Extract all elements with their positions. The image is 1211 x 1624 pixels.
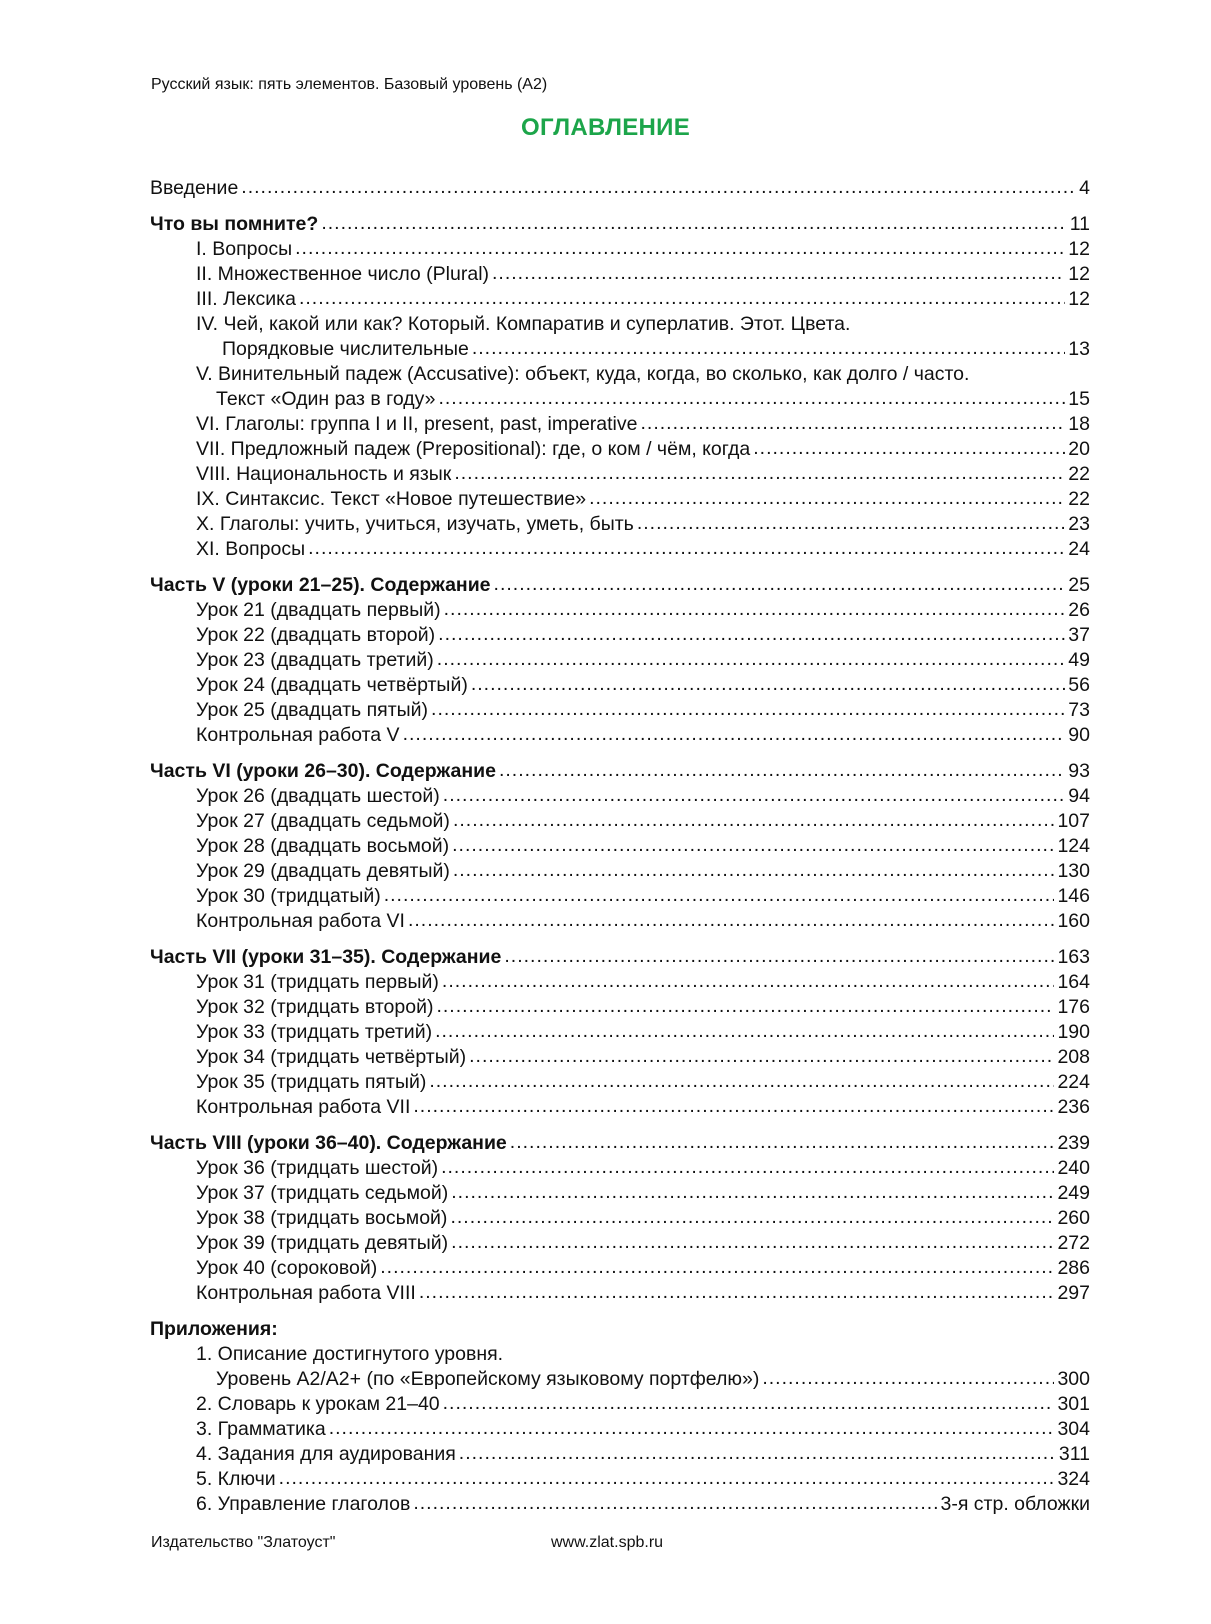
toc-entry-title: Урок 34 (тридцать четвёртый) xyxy=(196,1046,467,1068)
dot-leader xyxy=(499,758,1065,783)
dot-leader xyxy=(453,858,1055,883)
toc-entry-page: 4 xyxy=(1079,177,1090,199)
toc-entry xyxy=(150,262,1090,287)
toc-entry-title: Урок 29 (двадцать девятый) xyxy=(196,860,450,882)
toc-entry-page: 90 xyxy=(1068,724,1090,746)
toc-entry-title: Урок 26 (двадцать шестой) xyxy=(196,785,440,807)
dot-leader xyxy=(413,1094,1054,1119)
toc-entry-title: Часть VIII (уроки 36–40). Содержание xyxy=(150,1132,507,1154)
toc-entry-page: 24 xyxy=(1068,538,1090,560)
dot-leader xyxy=(380,1255,1054,1280)
toc-entry xyxy=(150,598,1090,623)
toc-entry-page: 37 xyxy=(1068,624,1090,646)
dot-leader xyxy=(472,336,1065,361)
toc-entry-page: 324 xyxy=(1057,1468,1090,1490)
toc-entry-title: Урок 39 (тридцать девятый) xyxy=(196,1232,449,1254)
toc-entry xyxy=(150,884,1090,909)
dot-leader xyxy=(762,1366,1054,1391)
toc-entry xyxy=(150,312,1090,337)
toc-entry-page: 239 xyxy=(1057,1132,1090,1154)
toc-entry-page: 20 xyxy=(1068,438,1090,460)
toc-entry-page: 49 xyxy=(1068,649,1090,671)
toc-entry xyxy=(150,1256,1090,1281)
toc-entry xyxy=(150,287,1090,312)
toc-entry-title: 1. Описание достигнутого уровня. xyxy=(196,1343,504,1365)
toc-entry-page: 236 xyxy=(1057,1096,1090,1118)
toc-entry xyxy=(150,834,1090,859)
toc-entry-page: 12 xyxy=(1068,238,1090,260)
toc-entry xyxy=(150,648,1090,673)
toc-entry-page: 301 xyxy=(1057,1393,1090,1415)
dot-leader xyxy=(454,461,1065,486)
toc-entry-title: Урок 21 (двадцать первый) xyxy=(196,599,441,621)
toc-entry-page: 297 xyxy=(1057,1282,1090,1304)
toc-entry-title: 2. Словарь к урокам 21–40 xyxy=(196,1393,440,1415)
toc-entry xyxy=(150,1392,1090,1417)
toc-entry-page: 12 xyxy=(1068,288,1090,310)
toc-entry-page: 15 xyxy=(1068,388,1090,410)
toc-entry-page: 18 xyxy=(1068,413,1090,435)
table-of-contents xyxy=(150,176,1090,1517)
toc-entry xyxy=(150,176,1090,201)
toc-entry-page: 272 xyxy=(1057,1232,1090,1254)
toc-entry-title: III. Лексика xyxy=(196,288,296,310)
toc-entry-title: I. Вопросы xyxy=(196,238,293,260)
dot-leader xyxy=(443,1391,1055,1416)
toc-entry-title: Приложения: xyxy=(150,1318,278,1340)
toc-entry-page: 3-я стр. обложки xyxy=(940,1493,1090,1515)
dot-leader xyxy=(494,572,1066,597)
toc-entry-page: 190 xyxy=(1057,1021,1090,1043)
toc-entry-page: 164 xyxy=(1057,971,1090,993)
toc-entry xyxy=(150,623,1090,648)
toc-entry-title: Урок 35 (тридцать пятый) xyxy=(196,1071,427,1093)
dot-leader xyxy=(295,236,1065,261)
toc-entry-title: Порядковые числительные xyxy=(222,338,469,360)
dot-leader xyxy=(589,486,1065,511)
dot-leader xyxy=(438,622,1065,647)
toc-entry xyxy=(150,212,1090,237)
toc-entry-title: 3. Грамматика xyxy=(196,1418,326,1440)
page-title: ОГЛАВЛЕНИЕ xyxy=(520,114,691,141)
toc-entry xyxy=(150,1045,1090,1070)
dot-leader xyxy=(451,1230,1054,1255)
toc-entry xyxy=(150,970,1090,995)
toc-entry-title: Урок 27 (двадцать седьмой) xyxy=(196,810,450,832)
dot-leader xyxy=(429,1069,1054,1094)
toc-entry-title: XI. Вопросы xyxy=(196,538,306,560)
dot-leader xyxy=(413,1491,937,1516)
toc-entry xyxy=(150,809,1090,834)
toc-entry-title: VIII. Национальность и язык xyxy=(196,463,452,485)
toc-entry-page: 130 xyxy=(1057,860,1090,882)
dot-leader xyxy=(441,1155,1054,1180)
dot-leader xyxy=(459,1441,1056,1466)
toc-entry-page: 23 xyxy=(1068,513,1090,535)
toc-entry-title: Часть VI (уроки 26–30). Содержание xyxy=(150,760,496,782)
toc-entry-title: Часть VII (уроки 31–35). Содержание xyxy=(150,946,502,968)
dot-leader xyxy=(408,908,1054,933)
dot-leader xyxy=(403,722,1066,747)
dot-leader xyxy=(510,1130,1055,1155)
dot-leader xyxy=(431,697,1065,722)
toc-entry-title: 5. Ключи xyxy=(196,1468,276,1490)
toc-entry xyxy=(150,362,1090,387)
toc-entry-page: 13 xyxy=(1068,338,1090,360)
toc-entry-page: 146 xyxy=(1057,885,1090,907)
toc-entry-title: Урок 30 (тридцатый) xyxy=(196,885,381,907)
toc-entry-title: Урок 31 (тридцать первый) xyxy=(196,971,439,993)
toc-entry-page: 304 xyxy=(1057,1418,1090,1440)
dot-leader xyxy=(444,597,1066,622)
toc-entry-page: 249 xyxy=(1057,1182,1090,1204)
toc-entry-title: Урок 38 (тридцать восьмой) xyxy=(196,1207,448,1229)
toc-entry xyxy=(150,337,1090,362)
toc-entry xyxy=(150,1095,1090,1120)
dot-leader xyxy=(753,436,1065,461)
toc-entry xyxy=(150,859,1090,884)
toc-entry-title: Контрольная работа VI xyxy=(196,910,405,932)
toc-entry xyxy=(150,512,1090,537)
toc-entry xyxy=(150,759,1090,784)
toc-entry-title: Урок 22 (двадцать второй) xyxy=(196,624,436,646)
toc-entry-title: VII. Предложный падеж (Prepositional): где, о ком / чём, когда xyxy=(196,438,751,460)
toc-entry xyxy=(150,1181,1090,1206)
toc-entry-page: 12 xyxy=(1068,263,1090,285)
dot-leader xyxy=(469,1044,1054,1069)
toc-entry-title: 4. Задания для аудирования xyxy=(196,1443,456,1465)
dot-leader xyxy=(308,536,1065,561)
toc-entry xyxy=(150,412,1090,437)
toc-entry xyxy=(150,1417,1090,1442)
toc-entry xyxy=(150,1367,1090,1392)
toc-entry-title: Текст «Один раз в году» xyxy=(216,388,436,410)
toc-entry xyxy=(150,462,1090,487)
toc-entry xyxy=(150,387,1090,412)
dot-leader xyxy=(442,969,1055,994)
dot-leader xyxy=(384,883,1055,908)
toc-entry xyxy=(150,1131,1090,1156)
dot-leader xyxy=(471,672,1065,697)
toc-entry-page: 94 xyxy=(1068,785,1090,807)
toc-entry-title: X. Глаголы: учить, учиться, изучать, уметь, быть xyxy=(196,513,634,535)
toc-entry-page: 25 xyxy=(1068,574,1090,596)
dot-leader xyxy=(436,994,1054,1019)
toc-entry-title: Что вы помните? xyxy=(150,213,319,235)
dot-leader xyxy=(450,1205,1054,1230)
toc-entry-page: 11 xyxy=(1069,213,1090,235)
toc-entry-page: 176 xyxy=(1057,996,1090,1018)
toc-entry-title: Урок 40 (сороковой) xyxy=(196,1257,378,1279)
footer-publisher: Издательство "Златоуст" xyxy=(151,1534,336,1551)
toc-entry xyxy=(150,909,1090,934)
toc-entry xyxy=(150,1156,1090,1181)
toc-entry-page: 208 xyxy=(1057,1046,1090,1068)
dot-leader xyxy=(329,1416,1055,1441)
dot-leader xyxy=(640,411,1065,436)
toc-entry xyxy=(150,1231,1090,1256)
footer-url: www.zlat.spb.ru xyxy=(551,1534,664,1551)
toc-entry-title: Урок 23 (двадцать третий) xyxy=(196,649,434,671)
toc-entry-page: 311 xyxy=(1058,1443,1090,1465)
toc-entry-page: 240 xyxy=(1057,1157,1090,1179)
toc-entry xyxy=(150,945,1090,970)
toc-entry-title: Урок 36 (тридцать шестой) xyxy=(196,1157,439,1179)
toc-entry xyxy=(150,537,1090,562)
dot-leader xyxy=(438,386,1065,411)
toc-entry xyxy=(150,1492,1090,1517)
toc-entry-page: 260 xyxy=(1057,1207,1090,1229)
toc-entry-title: II. Множественное число (Plural) xyxy=(196,263,490,285)
toc-entry xyxy=(150,995,1090,1020)
toc-entry xyxy=(150,1342,1090,1367)
dot-leader xyxy=(451,1180,1054,1205)
toc-entry-title: Урок 25 (двадцать пятый) xyxy=(196,699,429,721)
dot-leader xyxy=(452,833,1054,858)
toc-entry xyxy=(150,1281,1090,1306)
dot-leader xyxy=(492,261,1065,286)
toc-entry xyxy=(150,1206,1090,1231)
dot-leader xyxy=(419,1280,1055,1305)
toc-entry-title: Урок 32 (тридцать второй) xyxy=(196,996,434,1018)
toc-entry-title: Контрольная работа VII xyxy=(196,1096,411,1118)
toc-entry-page: 160 xyxy=(1057,910,1090,932)
toc-entry-title: Контрольная работа VIII xyxy=(196,1282,416,1304)
dot-leader xyxy=(435,1019,1054,1044)
toc-entry-page: 26 xyxy=(1068,599,1090,621)
toc-entry xyxy=(150,698,1090,723)
toc-entry-title: Урок 37 (тридцать седьмой) xyxy=(196,1182,449,1204)
toc-entry-title: VI. Глаголы: группа I и II, present, past, imperative xyxy=(196,413,638,435)
toc-entry xyxy=(150,1070,1090,1095)
toc-entry xyxy=(150,1020,1090,1045)
toc-entry-page: 286 xyxy=(1057,1257,1090,1279)
toc-entry-title: Введение xyxy=(150,177,239,199)
toc-entry xyxy=(150,723,1090,748)
dot-leader xyxy=(504,944,1054,969)
toc-entry-page: 224 xyxy=(1057,1071,1090,1093)
toc-entry xyxy=(150,437,1090,462)
toc-entry xyxy=(150,784,1090,809)
running-header: Русский язык: пять элементов. Базовый уровень (А2) xyxy=(151,76,548,93)
dot-leader xyxy=(443,783,1066,808)
toc-entry-page: 163 xyxy=(1057,946,1090,968)
toc-entry-title: Контрольная работа V xyxy=(196,724,400,746)
toc-entry xyxy=(150,1467,1090,1492)
toc-entry xyxy=(150,1442,1090,1467)
toc-entry-title: Урок 24 (двадцать четвёртый) xyxy=(196,674,468,696)
toc-entry xyxy=(150,1317,1090,1342)
toc-entry-page: 107 xyxy=(1057,810,1090,832)
dot-leader xyxy=(321,211,1066,236)
dot-leader xyxy=(299,286,1065,311)
toc-entry-page: 300 xyxy=(1057,1368,1090,1390)
toc-entry-page: 124 xyxy=(1057,835,1090,857)
toc-entry-title: V. Винительный падеж (Accusative): объект, куда, когда, во сколько, как долго / часто. xyxy=(196,363,970,385)
dot-leader xyxy=(453,808,1055,833)
dot-leader xyxy=(279,1466,1055,1491)
toc-entry-title: IV. Чей, какой или как? Который. Компаратив и суперлатив. Этот. Цвета. xyxy=(196,313,851,335)
toc-entry-page: 56 xyxy=(1068,674,1090,696)
toc-entry-page: 73 xyxy=(1068,699,1090,721)
toc-entry-page: 22 xyxy=(1068,488,1090,510)
dot-leader xyxy=(241,175,1076,200)
toc-entry-title: IX. Синтаксис. Текст «Новое путешествие» xyxy=(196,488,587,510)
dot-leader xyxy=(437,647,1066,672)
toc-entry-title: Урок 28 (двадцать восьмой) xyxy=(196,835,450,857)
toc-entry-page: 93 xyxy=(1068,760,1090,782)
toc-entry-title: Часть V (уроки 21–25). Содержание xyxy=(150,574,491,596)
toc-entry xyxy=(150,237,1090,262)
toc-entry-page: 22 xyxy=(1068,463,1090,485)
toc-entry-title: Урок 33 (тридцать третий) xyxy=(196,1021,433,1043)
toc-entry xyxy=(150,487,1090,512)
toc-entry xyxy=(150,573,1090,598)
toc-entry xyxy=(150,673,1090,698)
toc-entry-title: Уровень А2/А2+ (по «Европейскому языковому портфелю») xyxy=(216,1368,760,1390)
dot-leader xyxy=(637,511,1065,536)
toc-entry-title: 6. Управление глаголов xyxy=(196,1493,411,1515)
